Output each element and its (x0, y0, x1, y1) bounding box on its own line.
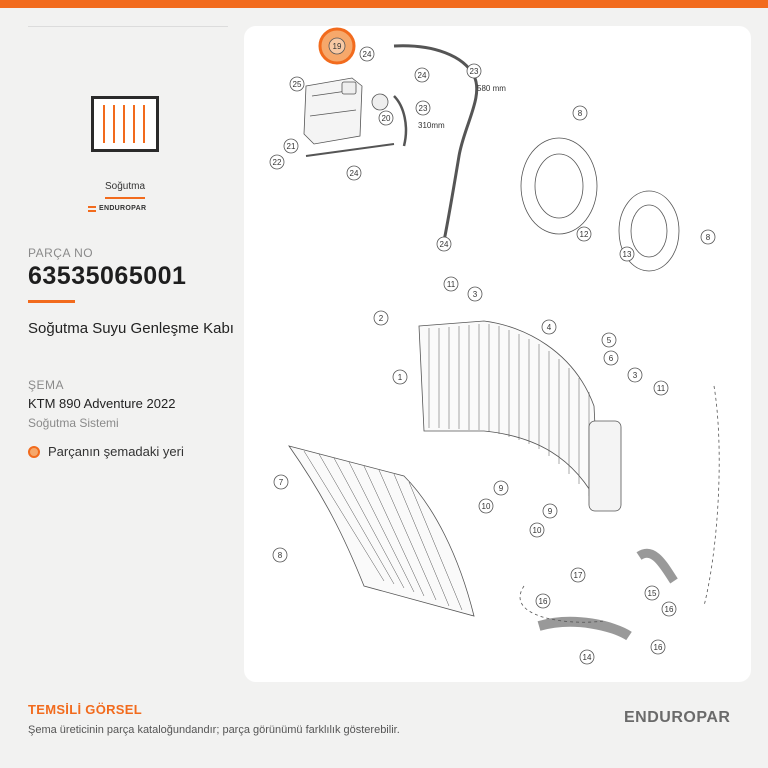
callout-label: 17 (573, 571, 583, 580)
callout-label: 10 (532, 526, 542, 535)
cooling-system-diagram (244, 26, 751, 682)
callout-label: 16 (538, 597, 548, 606)
brand-small-text: ENDUROPAR (99, 205, 147, 212)
legend-text: Parçanın şemadaki yeri (48, 444, 184, 459)
callout-label: 9 (498, 484, 504, 493)
category-label: Soğutma (104, 181, 146, 192)
callout-label: 15 (647, 589, 657, 598)
callout-label: 14 (582, 653, 592, 662)
callout-label: 5 (606, 336, 612, 345)
callout-label: 9 (547, 507, 553, 516)
callout-label: 20 (381, 114, 391, 123)
brand-footer: ENDUROPAR (624, 709, 731, 726)
callout-label: 16 (653, 643, 663, 652)
part-number-underline (28, 300, 75, 303)
callout-label: 6 (608, 354, 614, 363)
part-name: Soğutma Suyu Genleşme Kabı (28, 320, 234, 337)
part-number-label: PARÇA NO (28, 246, 94, 260)
callout-label: 7 (278, 478, 284, 487)
representative-image-note: Şema üreticinin parça kataloğundandır; parça görünümü farklılık gösterebilir. (28, 724, 400, 736)
legend (28, 444, 184, 459)
divider (28, 26, 228, 27)
callout-19-label: 19 (332, 42, 342, 51)
callout-label: 25 (292, 80, 302, 89)
system-name: Soğutma Sistemi (28, 416, 119, 430)
part-number: 63535065001 (28, 262, 187, 290)
callout-label: 21 (286, 142, 296, 151)
dimension-310: 310mm (418, 121, 445, 130)
callout-label: 1 (397, 373, 403, 382)
callout-label: 11 (656, 384, 666, 393)
callout-label: 2 (378, 314, 384, 323)
callout-label: 8 (277, 551, 283, 560)
callout-label: 13 (622, 250, 632, 259)
top-accent-bar (0, 0, 768, 8)
highlight-marker-icon (28, 446, 40, 458)
callout-label: 4 (546, 323, 552, 332)
callout-label: 16 (664, 605, 674, 614)
callout-label: 12 (579, 230, 589, 239)
dimension-580: 580 mm (477, 84, 506, 93)
vehicle-model: KTM 890 Adventure 2022 (28, 396, 176, 411)
callout-label: 11 (446, 280, 456, 289)
callout-label: 22 (272, 158, 282, 167)
callout-label: 3 (472, 290, 478, 299)
callout-label: 24 (417, 71, 427, 80)
category-underline (105, 197, 145, 199)
callout-label: 23 (469, 67, 479, 76)
brand-logo-small (88, 205, 162, 212)
callout-label: 24 (362, 50, 372, 59)
callout-label: 8 (705, 233, 711, 242)
diagram-panel (244, 26, 751, 682)
callout-label: 24 (439, 240, 449, 249)
brand-mark-icon (88, 206, 96, 212)
callout-label: 8 (577, 109, 583, 118)
radiator-icon (91, 96, 159, 152)
callout-label: 10 (481, 502, 491, 511)
callout-label: 24 (349, 169, 359, 178)
callout-label: 3 (632, 371, 638, 380)
representative-image-title: TEMSİLİ GÖRSEL (28, 702, 142, 717)
callout-label: 23 (418, 104, 428, 113)
schema-label: ŞEMA (28, 378, 65, 392)
